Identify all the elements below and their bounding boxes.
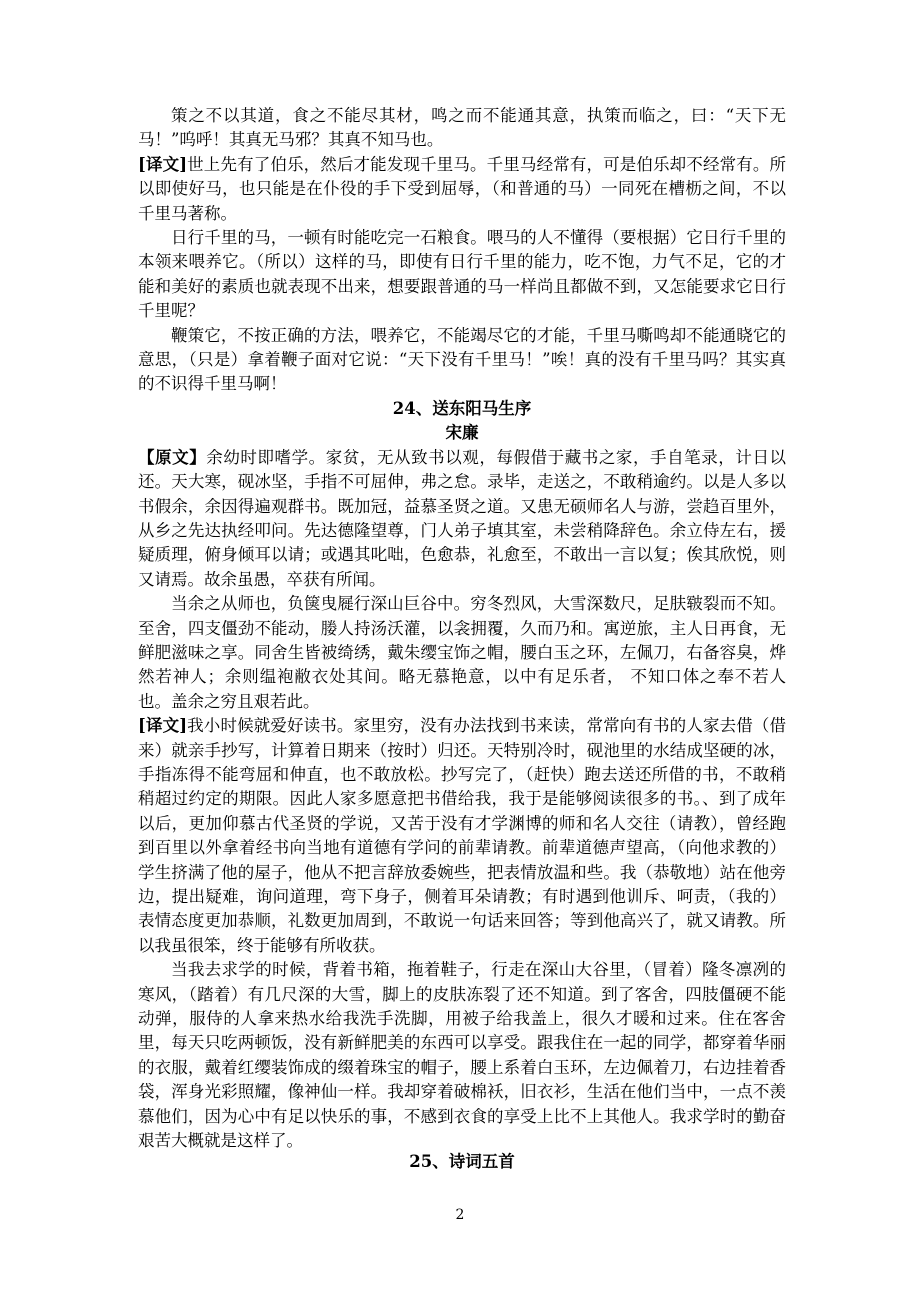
section24-original-paragraph-1 (138, 446, 786, 592)
original-label: 【原文】 (138, 447, 207, 467)
section1-paragraph-4: 鞭策它，不按正确的方法，喂养它，不能竭尽它的才能，千里马嘶鸣却不能通晓它的意思，（只是）拿着鞭子面对它说：“天下没有千里马！”唉！真的没有千里马吗？其实真的不识得千里马啊！ (138, 325, 786, 394)
translation-label-2: [译文] (138, 716, 188, 736)
section1-paragraph-3: 日行千里的马，一顿有时能吃完一石粮食。喂马的人不懂得（要根据）它日行千里的本领来喂养它。（所以）这样的马，即使有日行千里的能力，吃不饱，力气不足，它的才能和美好的素质也就表现不出来，想要跟普通的马一样尚且都做不到，又怎能要求它日行千里呢？ (138, 228, 786, 321)
page-body (138, 104, 786, 1153)
section24-original-text-1: 余幼时即嗜学。家贫，无从致书以观，每假借于藏书之家，手自笔录，计日以还。天大寒，砚冰坚，手指不可屈伸，弗之怠。录毕，走送之，不敢稍逾约。以是人多以书假余，余因得遍观群书。既加冠，益慕圣贤之道。又患无硕师名人与游，尝趋百里外，从乡之先达执经叩问。先达德隆望尊，门人弟子填其室，未尝稍降辞色。余立侍左右，援疑质理，俯身倾耳以请；或遇其叱咄，色愈恭，礼愈至，不敢出一言以复；俟其欣悦，则又请焉。故余虽愚，卒获有所闻。 (138, 447, 787, 589)
section24-title: 24、送东阳马生序 (392, 398, 532, 418)
section24-translation-paragraph-1 (138, 714, 786, 958)
section1-paragraph-1: 策之不以其道，食之不能尽其材，鸣之而不能通其意，执策而临之，曰：“天下无马！”呜呼！其真无马邪？其真不知马也。 (138, 106, 786, 150)
translation-label: [译文] (138, 154, 188, 174)
section25-title: 25、诗词五首 (409, 1152, 515, 1171)
section24-original-paragraph-2: 当余之从师也，负箧曳屣行深山巨谷中。穷冬烈风，大雪深数尺，足肤皲裂而不知。至舍，四支僵劲不能动，媵人持汤沃灌，以衾拥覆，久而乃和。寓逆旅，主人日再食，无鲜肥滋味之享。同舍生皆被绮绣，戴朱缨宝饰之帽，腰白玉之环，左佩刀，右备容臭，烨然若神人；余则缊袍敝衣处其间。略无慕艳意，以中有足乐者， 不知口体之奉不若人也。盖余之穷且艰若此。 (138, 594, 786, 711)
section24-author: 宋廉 (445, 423, 479, 443)
section24-translation-paragraph-2: 当我去求学的时候，背着书箱，拖着鞋子，行走在深山大谷里，（冒着）隆冬凛冽的寒风，（踏着）有几尺深的大雪，脚上的皮肤冻裂了还不知道。到了客舍，四肢僵硬不能动弹，服侍的人拿来热水给我洗手洗脚，用被子给我盖上，很久才暖和过来。住在客舍里，每天只吃两顿饭，没有新鲜肥美的东西可以享受。跟我住在一起的同学，都穿着华丽的衣服，戴着红缨装饰成的缀着珠宝的帽子，腰上系着白玉环，左边佩着刀，右边挂着香袋，浑身光彩照耀，像神仙一样。我却穿着破棉袄，旧衣衫，生活在他们当中，一点不羡慕他们，因为心中有足以快乐的事，不感到衣食的享受上比不上其他人。我求学时的勤奋艰苦大概就是这样了。 (138, 960, 786, 1151)
page-number: 2 (455, 1207, 465, 1223)
section1-translation-text: 世上先有了伯乐，然后才能发现千里马。千里马经常有，可是伯乐却不经常有。所以即使好马，也只能是在仆役的手下受到屈辱，（和普通的马）一同死在槽枥之间，不以千里马著称。 (138, 154, 786, 223)
section24-translation-text-1: 我小时候就爱好读书。家里穷，没有办法找到书来读，常常向有书的人家去借（借来）就亲手抄写，计算着日期来（按时）归还。天特别冷时，砚池里的水结成坚硬的冰，手指冻得不能弯屈和伸直，也不敢放松。抄写完了，（赶快）跑去送还所借的书，不敢稍稍超过约定的期限。因此人家多愿意把书借给我，我于是能够阅读很多的书。、到了成年以后，更加仰慕古代圣贤的学说，又苦于没有才学渊博的师和名人交往（请教），曾经跑到百里以外拿着经书向当地有道德有学问的前辈请教。前辈道德声望高，（向他求教的）学生挤满了他的屋子，他从不把言辞放委婉些，把表情放温和些。我（恭敬地）站在他旁边，提出疑难，询问道理，弯下身子，侧着耳朵请教；有时遇到他训斥、呵责，（我的）表情态度更加恭顺，礼数更加周到，不敢说一句话来回答；等到他高兴了，就又请教。所以我虽很笨，终于能够有所收获。 (138, 716, 786, 955)
section1-translation-paragraph (138, 153, 786, 226)
